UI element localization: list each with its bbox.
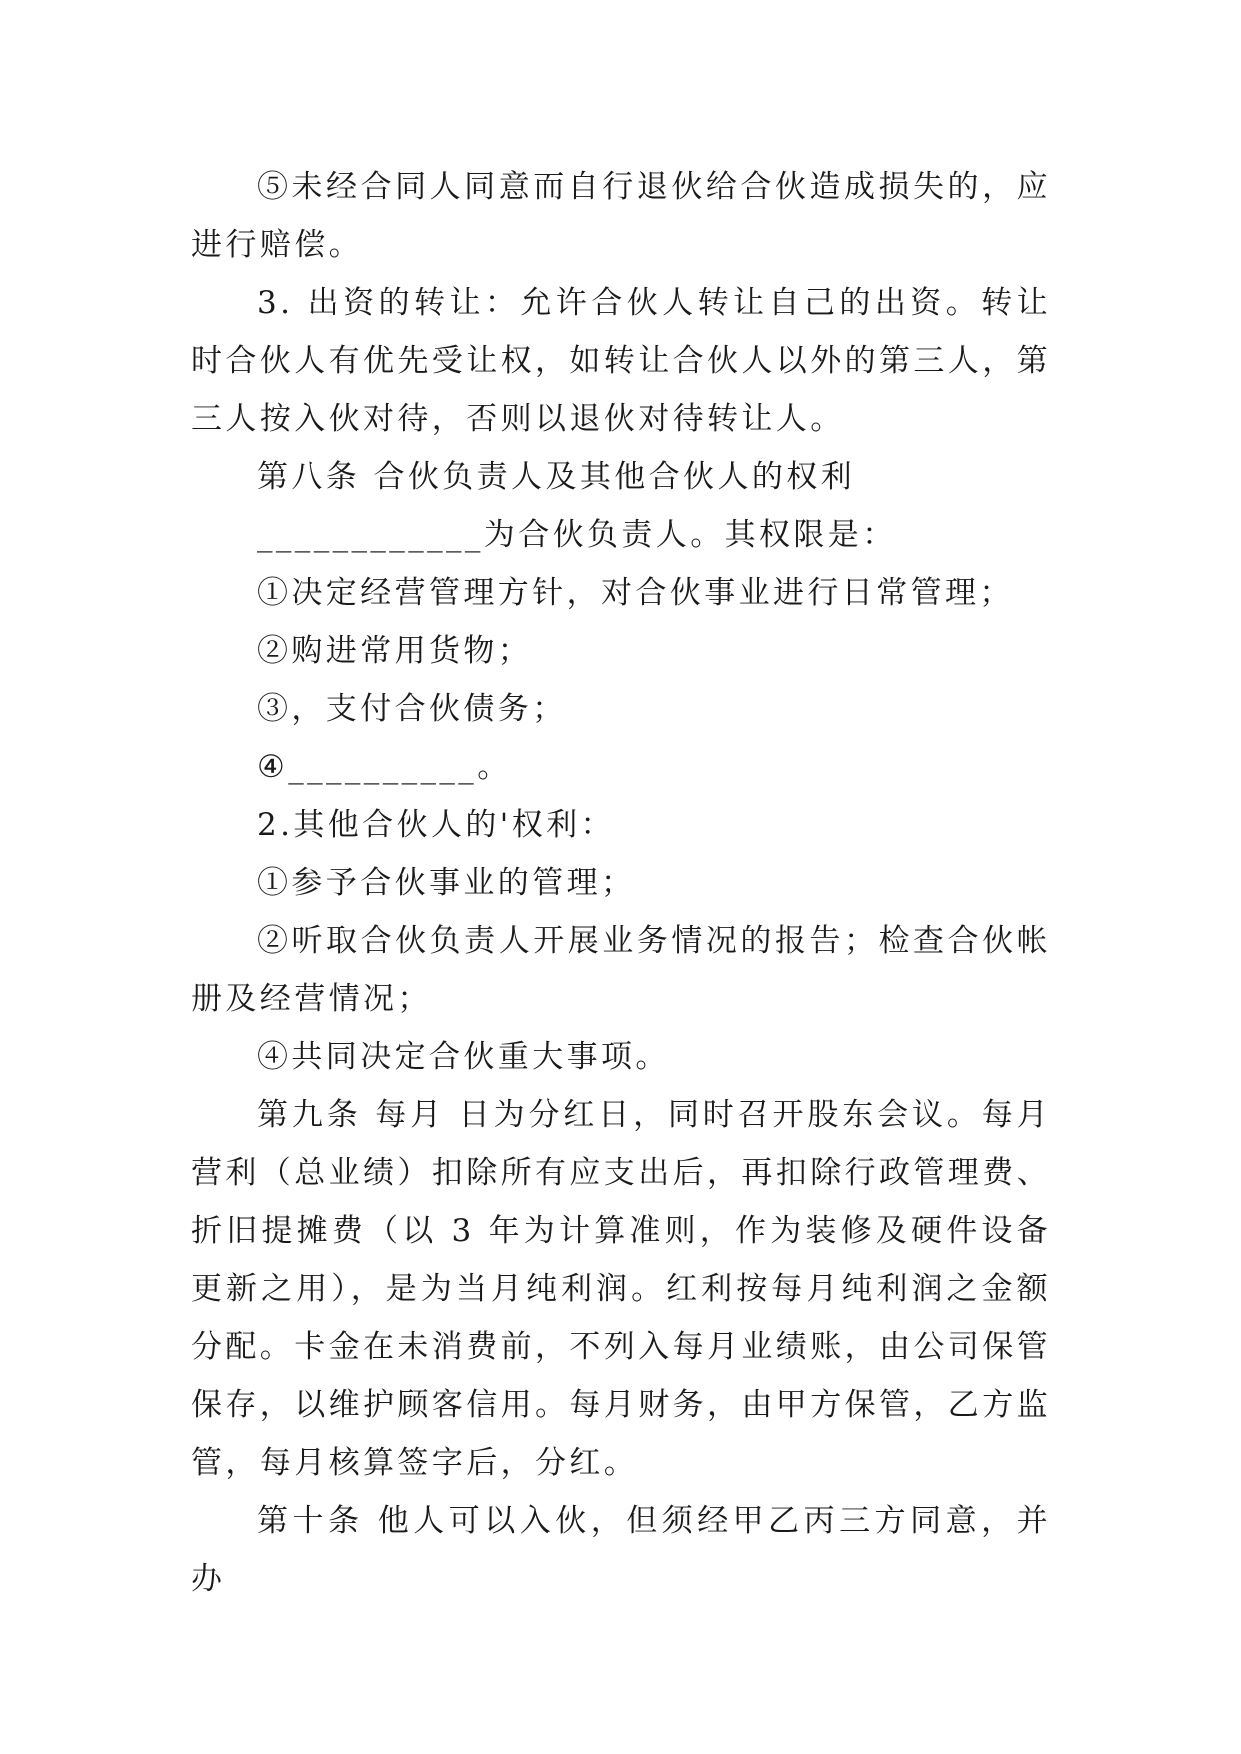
list-item-joint-decisions: ④共同决定合伙重大事项。 bbox=[257, 1039, 670, 1075]
document-body bbox=[191, 158, 1051, 1608]
paragraph-article-10-new-partners: 第十条 他人可以入伙，但须经甲乙丙三方同意，并办 bbox=[191, 1503, 1051, 1597]
paragraph-article-9-dividends: 第九条 每月 日为分红日，同时召开股东会议。每月营利（总业绩）扣除所有应支出后，再扣除行政管理费、折旧提摊费（以 3 年为计算准则，作为装修及硬件设备更新之用），是为当月纯利润。红利按每月纯利润之金额分配。卡金在未消费前，不列入每月业绩账，由公司保管保存，以维护顾客信用。每月财务，由甲方保管，乙方监管，每月核算签字后，分红。 bbox=[191, 1097, 1051, 1481]
heading-other-partners-rights: 2.其他合伙人的'权利： bbox=[257, 807, 615, 843]
list-item-pay-debts: ③，支付合伙债务； bbox=[257, 691, 567, 727]
paragraph-responsible-person: ____________为合伙负责人。其权限是： bbox=[257, 517, 897, 553]
list-item-manage-policy: ①决定经营管理方针，对合伙事业进行日常管理； bbox=[257, 575, 1014, 611]
paragraph-clause-5-compensation: ⑤未经合同人同意而自行退伙给合伙造成损失的，应进行赔偿。 bbox=[191, 169, 1051, 263]
list-item-blank-4: ④__________。 bbox=[257, 749, 512, 785]
list-item-hear-reports: ②听取合伙负责人开展业务情况的报告；检查合伙帐册及经营情况； bbox=[191, 923, 1051, 1017]
list-item-participate-management: ①参予合伙事业的管理； bbox=[257, 865, 636, 901]
list-item-purchase-goods: ②购进常用货物； bbox=[257, 633, 533, 669]
heading-article-8: 第八条 合伙负责人及其他合伙人的权利 bbox=[257, 459, 856, 495]
paragraph-capital-transfer: 3. 出资的转让：允许合伙人转让自己的出资。转让时合伙人有优先受让权，如转让合伙人以外的第三人，第三人按入伙对待，否则以退伙对待转让人。 bbox=[191, 285, 1051, 437]
